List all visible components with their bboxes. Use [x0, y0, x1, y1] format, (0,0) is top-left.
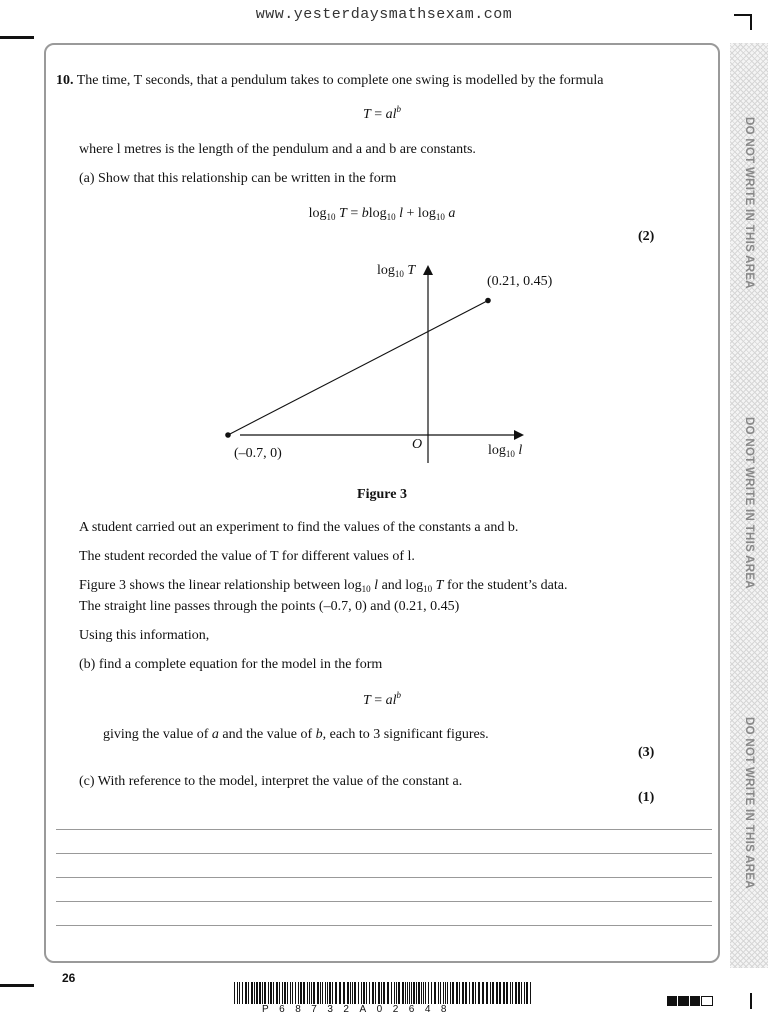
part-a-label: (a)	[79, 171, 95, 186]
barcode-bar	[526, 982, 528, 1004]
barcode-bar	[490, 982, 491, 1004]
answer-line[interactable]	[56, 853, 712, 854]
answer-line[interactable]	[56, 829, 712, 830]
barcode-bar	[510, 982, 511, 1004]
point-label: (0.21, 0.45)	[487, 274, 553, 289]
barcode-bar	[478, 982, 480, 1004]
do-not-write-label: DO NOT WRITE IN THIS AREA	[743, 717, 755, 889]
barcode-bar	[465, 982, 467, 1004]
barcode-bar	[440, 982, 441, 1004]
point-label: (–0.7, 0)	[234, 446, 282, 461]
barcode-bar	[350, 982, 351, 1004]
barcode-bar	[515, 982, 517, 1004]
barcode	[234, 982, 534, 1006]
barcode-bar	[268, 982, 269, 1004]
barcode-bar	[469, 982, 470, 1004]
barcode-bar	[394, 982, 395, 1004]
question-number: 10.	[56, 73, 74, 88]
barcode-bar	[273, 982, 274, 1004]
barcode-bar	[405, 982, 406, 1004]
barcode-bar	[251, 982, 253, 1004]
barcode-bar	[425, 982, 426, 1004]
barcode-bar	[472, 982, 474, 1004]
answer-line[interactable]	[56, 901, 712, 902]
barcode-bar	[335, 982, 337, 1004]
data-point	[485, 298, 491, 304]
paragraph: The straight line passes through the points (–0.7, 0) and (0.21, 0.45)	[79, 599, 460, 614]
barcode-bar	[421, 982, 422, 1004]
barcode-bar	[428, 982, 429, 1004]
barcode-bar	[248, 982, 249, 1004]
part-b-label: (b)	[79, 657, 96, 672]
barcode-bar	[284, 982, 286, 1004]
barcode-bar	[375, 982, 376, 1004]
barcode-bar	[482, 982, 484, 1004]
part-a	[79, 170, 396, 188]
data-point	[225, 432, 231, 438]
barcode-bar	[290, 982, 291, 1004]
barcode-bar	[391, 982, 392, 1004]
barcode-bar	[363, 982, 365, 1004]
barcode-bar	[438, 982, 439, 1004]
barcode-bar	[411, 982, 412, 1004]
figure-caption: Figure 3	[357, 487, 407, 502]
barcode-bar	[259, 982, 261, 1004]
barcode-bar	[256, 982, 258, 1004]
barcode-text: P68732A02648	[262, 1004, 457, 1015]
barcode-bar	[343, 982, 345, 1004]
part-c-label: (c)	[79, 774, 95, 789]
corner-mark-bottom-right	[750, 993, 752, 1009]
barcode-bar	[434, 982, 436, 1004]
do-not-write-margin	[730, 43, 768, 968]
part-b-followup: giving the value of a and the value of b, each to 3 significant figures.	[103, 727, 489, 742]
barcode-bar	[475, 982, 476, 1004]
part-a-marks: (2)	[638, 229, 655, 244]
formula-main: $T = al^b$	[362, 104, 402, 122]
barcode-bar	[506, 982, 508, 1004]
paragraph: The student recorded the value of T for different values of l.	[79, 549, 415, 564]
barcode-bar	[339, 982, 341, 1004]
barcode-bar	[462, 982, 464, 1004]
barcode-bar	[303, 982, 305, 1004]
barcode-bar	[325, 982, 326, 1004]
barcode-bar	[327, 982, 328, 1004]
barcode-bar	[234, 982, 235, 1004]
barcode-bar	[354, 982, 356, 1004]
barcode-bar	[381, 982, 382, 1004]
barcode-bar	[264, 982, 266, 1004]
barcode-bar	[254, 982, 255, 1004]
barcode-bar	[239, 982, 240, 1004]
origin-label: O	[412, 437, 423, 452]
barcode-bar	[456, 982, 458, 1004]
barcode-bar	[242, 982, 243, 1004]
barcode-bar	[287, 982, 288, 1004]
part-c-text: With reference to the model, interpret the value of the constant a.	[97, 774, 463, 789]
barcode-bar	[300, 982, 302, 1004]
barcode-bar	[486, 982, 488, 1004]
barcode-bar	[320, 982, 321, 1004]
where-text: where l metres is the length of the pendulum and a and b are constants.	[79, 142, 476, 157]
part-a-text: Show that this relationship can be written in the form	[98, 171, 397, 186]
barcode-bar	[270, 982, 272, 1004]
left-margin-bar-bottom	[0, 984, 34, 987]
barcode-bar	[329, 982, 331, 1004]
left-margin-bar-top	[0, 36, 34, 39]
barcode-bar	[407, 982, 408, 1004]
barcode-bar	[295, 982, 296, 1004]
site-url: www.yesterdaysmathsexam.com	[255, 6, 513, 23]
barcode-bar	[447, 982, 448, 1004]
paragraph: Using this information,	[79, 628, 210, 643]
barcode-bar	[352, 982, 353, 1004]
barcode-bar	[372, 982, 374, 1004]
barcode-bar	[398, 982, 400, 1004]
x-axis-label: $\log_{10} l$	[488, 443, 523, 459]
barcode-bar	[524, 982, 525, 1004]
barcode-bar	[423, 982, 424, 1004]
barcode-bar	[396, 982, 397, 1004]
paragraph: Figure 3 shows the linear relationship between $\log_{10} l$ and $\log_{10} T$ for the student’s data.	[79, 578, 568, 594]
corner-mark-top-right-h	[734, 14, 752, 16]
barcode-bar	[313, 982, 315, 1004]
part-c	[79, 773, 462, 791]
barcode-bar	[418, 982, 420, 1004]
y-axis-label: $\log_{10} T$	[377, 263, 416, 279]
barcode-bar	[383, 982, 385, 1004]
barcode-bar	[443, 982, 444, 1004]
barcode-bar	[311, 982, 312, 1004]
answer-line[interactable]	[56, 877, 712, 878]
barcode-bar	[402, 982, 404, 1004]
page-number: 26	[62, 971, 76, 985]
barcode-bar	[309, 982, 310, 1004]
barcode-bar	[521, 982, 522, 1004]
barcode-bar	[459, 982, 460, 1004]
part-c-marks: (1)	[638, 790, 655, 805]
barcode-bar	[322, 982, 323, 1004]
barcode-bar	[366, 982, 367, 1004]
barcode-bar	[452, 982, 454, 1004]
question-intro-text: The time, T seconds, that a pendulum takes to complete one swing is modelled by the formula	[76, 73, 604, 88]
corner-mark-top-right	[750, 14, 752, 30]
barcode-bar	[492, 982, 494, 1004]
barcode-bar	[378, 982, 380, 1004]
barcode-bar	[276, 982, 278, 1004]
answer-line[interactable]	[56, 925, 712, 926]
barcode-bar	[262, 982, 263, 1004]
barcode-bar	[245, 982, 247, 1004]
barcode-bar	[332, 982, 333, 1004]
barcode-bar	[292, 982, 293, 1004]
barcode-bar	[518, 982, 520, 1004]
barcode-bar	[358, 982, 359, 1004]
barcode-bar	[307, 982, 308, 1004]
question-intro	[56, 72, 603, 90]
barcode-bar	[317, 982, 319, 1004]
y-axis-arrow	[423, 265, 433, 275]
do-not-write-label: DO NOT WRITE IN THIS AREA	[743, 417, 755, 589]
barcode-bar	[445, 982, 446, 1004]
barcode-bar	[361, 982, 362, 1004]
part-b-text: find a complete equation for the model in the form	[98, 657, 383, 672]
part-b-marks: (3)	[638, 745, 655, 760]
barcode-bar	[279, 982, 280, 1004]
barcode-bar	[503, 982, 505, 1004]
part-a-equation: $\log_{10} T = blog_{10}$ $l + \log_{10} a$	[308, 206, 456, 222]
do-not-write-label: DO NOT WRITE IN THIS AREA	[743, 117, 755, 289]
barcode-bar	[499, 982, 501, 1004]
page-indicator	[667, 996, 713, 1006]
barcode-bar	[347, 982, 349, 1004]
part-b-formula: $T = al^b$	[362, 690, 402, 708]
barcode-bar	[237, 982, 238, 1004]
barcode-bar	[413, 982, 415, 1004]
barcode-bar	[369, 982, 370, 1004]
paragraph: A student carried out an experiment to find the values of the constants a and b.	[79, 520, 519, 535]
barcode-bar	[282, 982, 283, 1004]
barcode-bar	[496, 982, 498, 1004]
series-line	[228, 300, 488, 435]
barcode-bar	[416, 982, 417, 1004]
barcode-bar	[298, 982, 299, 1004]
barcode-bar	[409, 982, 410, 1004]
x-axis-arrow	[514, 430, 524, 440]
barcode-bar	[450, 982, 451, 1004]
barcode-bar	[387, 982, 389, 1004]
barcode-bar	[512, 982, 513, 1004]
barcode-bar	[431, 982, 432, 1004]
part-b	[79, 656, 382, 674]
barcode-bar	[530, 982, 531, 1004]
